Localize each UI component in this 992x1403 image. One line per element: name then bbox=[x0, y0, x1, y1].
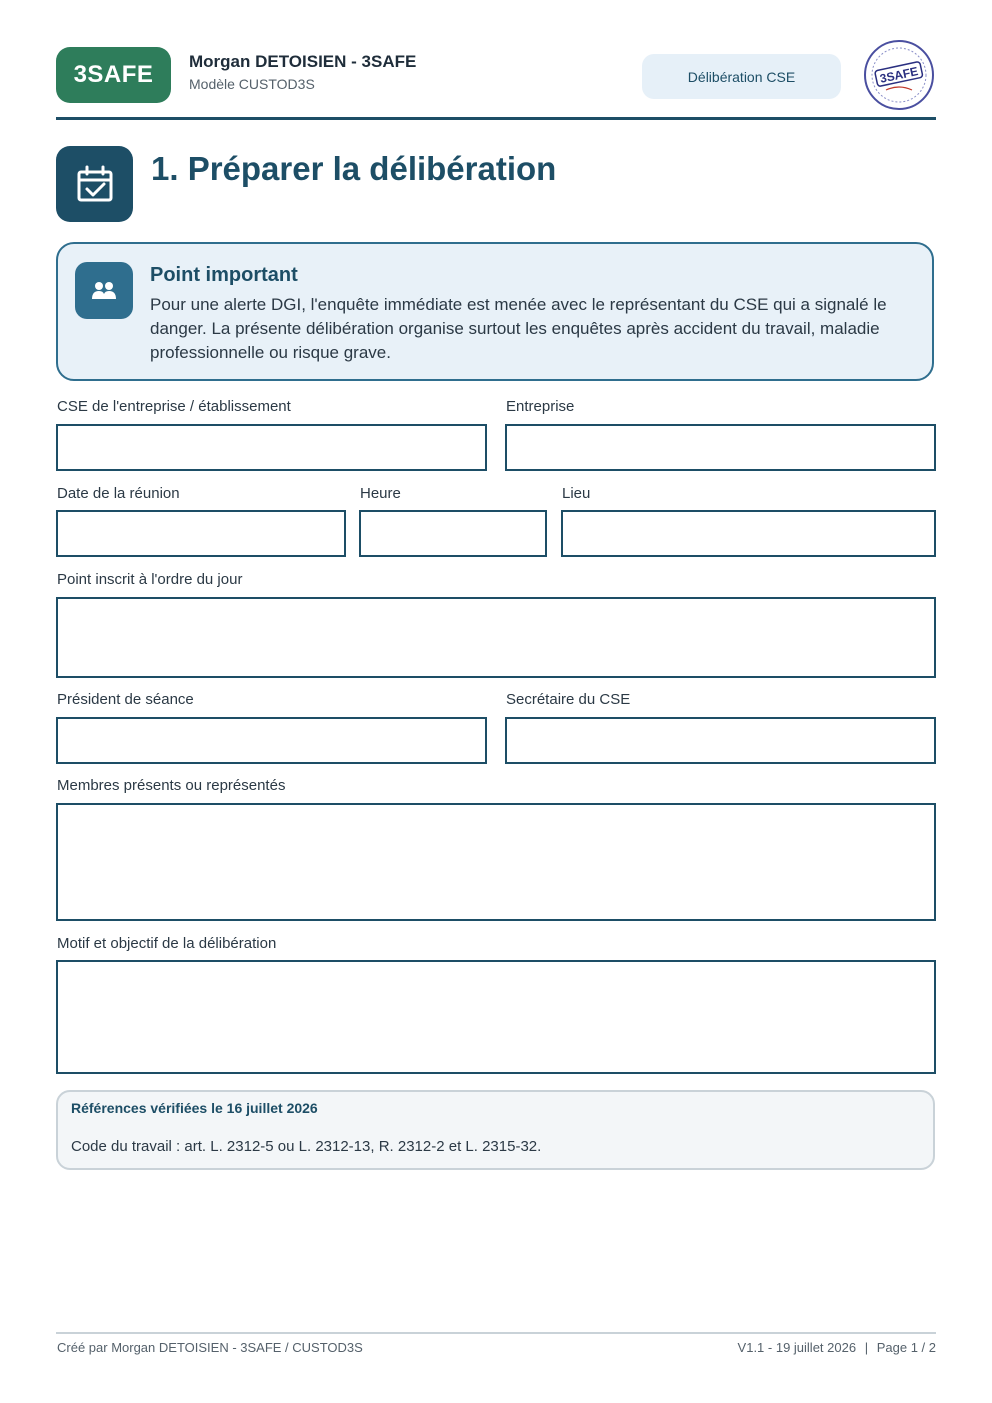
seal-stamp bbox=[862, 38, 936, 112]
footer-separator: | bbox=[864, 1340, 869, 1355]
motif-field[interactable] bbox=[56, 960, 936, 1074]
footer-divider bbox=[56, 1332, 936, 1334]
author-name: Morgan DETOISIEN - 3SAFE bbox=[189, 52, 417, 71]
heure-label: Heure bbox=[360, 485, 401, 502]
cse-label: CSE de l'entreprise / établissement bbox=[57, 398, 291, 415]
footer-version: V1.1 - 19 juillet 2026 bbox=[737, 1340, 857, 1355]
svg-text:3SAFE: 3SAFE bbox=[878, 64, 920, 86]
people-icon bbox=[75, 262, 133, 319]
secretaire-label: Secrétaire du CSE bbox=[506, 691, 631, 708]
document-type-badge: Délibération CSE bbox=[642, 54, 841, 99]
ordre-du-jour-label: Point inscrit à l'ordre du jour bbox=[57, 571, 243, 588]
model-name: Modèle CUSTOD3S bbox=[189, 76, 315, 92]
membres-label: Membres présents ou représentés bbox=[57, 777, 286, 794]
entreprise-label: Entreprise bbox=[506, 398, 575, 415]
president-label: Président de séance bbox=[57, 691, 194, 708]
header-divider bbox=[56, 117, 936, 120]
footer-meta bbox=[738, 1340, 936, 1355]
references-text: Code du travail : art. L. 2312-5 ou L. 2312-13, R. 2312-2 et L. 2315-32. bbox=[71, 1138, 542, 1155]
date-field[interactable] bbox=[56, 510, 346, 557]
callout-title: Point important bbox=[150, 264, 298, 286]
brand-logo: 3SAFE bbox=[56, 47, 171, 103]
cse-field[interactable] bbox=[56, 424, 487, 471]
entreprise-field[interactable] bbox=[505, 424, 936, 471]
heure-field[interactable] bbox=[359, 510, 547, 557]
membres-field[interactable] bbox=[56, 803, 936, 921]
secretaire-field[interactable] bbox=[505, 717, 936, 764]
lieu-field[interactable] bbox=[561, 510, 936, 557]
date-label: Date de la réunion bbox=[57, 485, 180, 502]
footer-page-number: Page 1 / 2 bbox=[876, 1340, 936, 1355]
ordre-du-jour-field[interactable] bbox=[56, 597, 936, 678]
president-field[interactable] bbox=[56, 717, 487, 764]
lieu-label: Lieu bbox=[562, 485, 591, 502]
calendar-check-icon bbox=[56, 146, 133, 222]
footer-credit: Créé par Morgan DETOISIEN - 3SAFE / CUSTOD3S bbox=[57, 1340, 363, 1355]
motif-label: Motif et objectif de la délibération bbox=[57, 935, 277, 952]
callout-text: Pour une alerte DGI, l'enquête immédiate est menée avec le représentant du CSE qui a signalé le danger. La présente délibération organise surtout les enquêtes après accident du travail, maladie professionnelle ou risque grave. bbox=[150, 295, 887, 362]
references-title: Références vérifiées le 16 juillet 2026 bbox=[71, 1100, 318, 1116]
section-title: 1. Préparer la délibération bbox=[151, 150, 557, 187]
